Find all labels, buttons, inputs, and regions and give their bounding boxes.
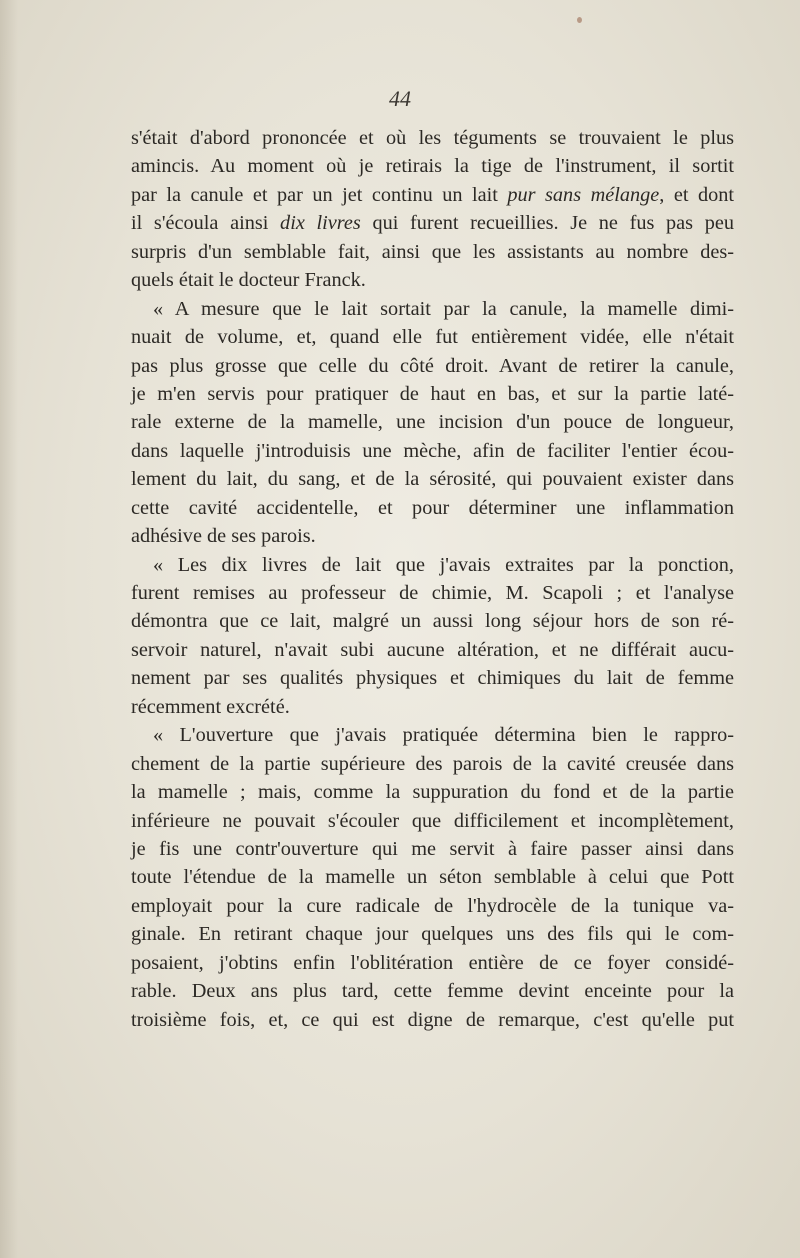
text-run: cette cavité accidentelle, et pour déterminer une inflammation <box>131 496 734 519</box>
text-run: adhésive de ses parois. <box>131 525 316 548</box>
text-line <box>131 977 734 1005</box>
text-run: « Les dix livres de lait que j'avais extraites par la ponction, <box>153 553 734 576</box>
text-line <box>131 323 734 351</box>
text-run: « A mesure que le lait sortait par la canule, la mamelle dimi- <box>153 297 734 320</box>
paper-stain <box>577 17 582 23</box>
text-line <box>131 380 734 408</box>
text-run: rable. Deux ans plus tard, cette femme devint enceinte pour la <box>131 980 734 1003</box>
text-run: il s'écoula ainsi <box>131 212 281 235</box>
text-line <box>131 494 734 522</box>
text-run: rale externe de la mamelle, une incision d'un pouce de longueur, <box>131 411 734 434</box>
text-run: ginale. En retirant chaque jour quelques uns des fils qui le com- <box>131 923 734 946</box>
text-line <box>131 863 734 891</box>
text-run: inférieure ne pouvait s'écouler que difficilement et incomplètement, <box>131 809 734 832</box>
text-line <box>131 124 734 152</box>
text-line <box>131 835 734 863</box>
text-line <box>131 693 734 721</box>
paragraph <box>131 124 734 295</box>
page-number: 44 <box>389 86 411 111</box>
text-run: furent remises au professeur de chimie, M. Scapoli ; et l'analyse <box>131 582 734 604</box>
text-line <box>131 607 734 635</box>
paragraph <box>131 295 734 551</box>
text-run: « L'ouverture que j'avais pratiquée détermina bien le rappro- <box>153 724 734 747</box>
text-run: la mamelle ; mais, comme la suppuration du fond et de la partie <box>131 781 734 804</box>
text-line <box>131 949 734 977</box>
text-line <box>131 1006 734 1034</box>
text-line <box>131 522 734 550</box>
text-line <box>131 152 734 180</box>
paragraph <box>131 721 734 1034</box>
text-line <box>131 465 734 493</box>
text-line <box>131 437 734 465</box>
text-run: chement de la partie supérieure des parois de la cavité creusée dans <box>131 752 734 775</box>
text-line <box>131 352 734 380</box>
text-run: lement du lait, du sang, et de la sérosité, qui pouvaient exister dans <box>131 468 734 491</box>
text-line <box>131 181 734 209</box>
paragraph <box>131 551 734 722</box>
text-line <box>131 238 734 266</box>
spine-shadow <box>0 0 18 1258</box>
text-run: amincis. Au moment où je retirais la tige de l'instrument, il sortit <box>131 155 734 178</box>
text-line <box>131 664 734 692</box>
text-run: surpris d'un semblable fait, ainsi que les assistants au nombre des- <box>131 240 734 263</box>
text-run: servoir naturel, n'avait subi aucune altération, et ne différait aucu- <box>131 638 734 661</box>
text-run: posaient, j'obtins enfin l'oblitération entière de ce foyer considé- <box>131 951 734 974</box>
text-run: , et dont <box>659 183 735 206</box>
text-run: récemment excrété. <box>131 695 290 718</box>
text-line <box>131 579 734 607</box>
text-line <box>131 920 734 948</box>
text-line <box>131 209 734 237</box>
text-run: par la canule et par un jet continu un lait <box>131 183 508 206</box>
text-line <box>131 266 734 294</box>
text-line <box>131 551 734 579</box>
text-run: quels était le docteur Franck. <box>131 269 366 292</box>
text-line <box>131 408 734 436</box>
text-run: qui furent recueillies. Je ne fus pas peu <box>360 212 734 235</box>
text-run: toute l'étendue de la mamelle un séton semblable à celui que Pott <box>131 866 734 889</box>
italic-run: pur sans mélange <box>507 183 660 206</box>
text-line <box>131 778 734 806</box>
text-line <box>131 636 734 664</box>
text-line <box>131 721 734 749</box>
text-run: je fis une contr'ouverture qui me servit à faire passer ainsi dans <box>131 837 734 860</box>
text-run: employait pour la cure radicale de l'hydrocèle de la tunique va- <box>131 894 734 917</box>
text-run: s'était d'abord prononcée et où les téguments se trouvaient le plus <box>131 127 734 149</box>
body-text <box>131 124 734 1034</box>
text-line <box>131 892 734 920</box>
text-run: nuait de volume, et, quand elle fut entièrement vidée, elle n'était <box>131 326 734 349</box>
text-line <box>131 807 734 835</box>
text-run: pas plus grosse que celle du côté droit. Avant de retirer la canule, <box>131 354 734 377</box>
text-line <box>131 750 734 778</box>
text-run: nement par ses qualités physiques et chimiques du lait de femme <box>131 667 734 690</box>
text-run: je m'en servis pour pratiquer de haut en bas, et sur la partie laté- <box>131 382 734 405</box>
text-run: dans laquelle j'introduisis une mèche, afin de faciliter l'entier écou- <box>131 439 734 462</box>
italic-run: dix livres <box>280 212 361 235</box>
text-run: démontra que ce lait, malgré un aussi long séjour hors de son ré- <box>131 610 734 633</box>
text-line <box>131 295 734 323</box>
text-run: troisième fois, et, ce qui est digne de remarque, c'est qu'elle put <box>131 1008 734 1031</box>
